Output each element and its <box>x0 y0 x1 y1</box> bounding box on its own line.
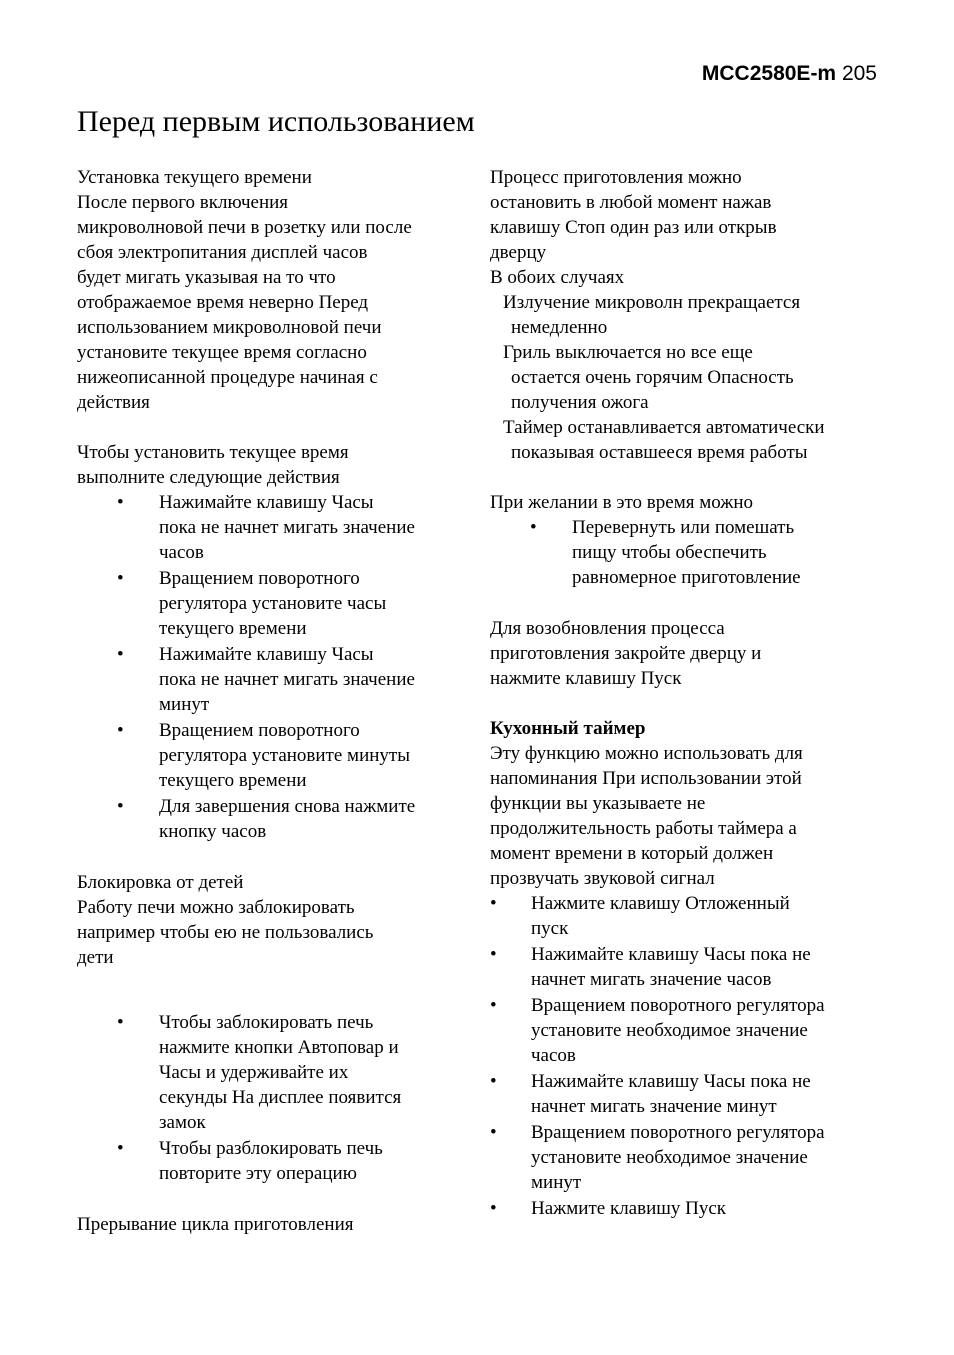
text-line: • Нажимайте клавишу Часы пока не <box>531 944 811 965</box>
text-line: функции вы указываете не <box>490 793 706 814</box>
text-line: пока не начнет мигать значение <box>159 669 415 690</box>
list-item <box>77 490 469 565</box>
text-line: Таймер останавливается автоматически <box>503 417 825 438</box>
text-line: повторите эту операцию <box>159 1163 357 1184</box>
text-line: • Вращением поворотного <box>159 568 360 589</box>
text-line: равномерное приготовление <box>572 567 801 588</box>
text-line: например чтобы ею не пользовались <box>77 922 374 943</box>
wish-list <box>490 515 882 590</box>
text-line: немедленно <box>511 317 608 338</box>
text-line: Чтобы установить текущее время <box>77 442 349 463</box>
page-header <box>702 62 877 86</box>
text-line: Работу печи можно заблокировать <box>77 897 355 918</box>
text-line: • Вращением поворотного <box>159 720 360 741</box>
text-line: получения ожога <box>511 392 649 413</box>
text-line: пуск <box>531 918 569 939</box>
text-line: микроволновой печи в розетку или после <box>77 217 412 238</box>
list-item <box>77 642 469 717</box>
text-line: секунды На дисплее появится <box>159 1087 402 1108</box>
text-line: Эту функцию можно использовать для <box>490 743 803 764</box>
text-line: начнет мигать значение часов <box>531 969 772 990</box>
text-line: текущего времени <box>159 618 307 639</box>
timer-steps-list <box>490 891 882 1221</box>
text-line: • Чтобы разблокировать печь <box>159 1138 383 1159</box>
text-line: остановить в любой момент нажав <box>490 192 772 213</box>
text-line: начнет мигать значение минут <box>531 1096 777 1117</box>
text-line: текущего времени <box>159 770 307 791</box>
text-line: установите текущее время согласно <box>77 342 367 363</box>
text-line: • Чтобы заблокировать печь <box>159 1012 374 1033</box>
time-paragraph <box>77 190 469 415</box>
text-line: • Нажимайте клавишу Часы <box>159 644 374 665</box>
text-line: приготовления закройте дверцу и <box>490 643 762 664</box>
stop-effects-list <box>490 290 882 465</box>
text-line: момент времени в который должен <box>490 843 774 864</box>
text-line: • Нажмите клавишу Отложенный <box>531 893 790 914</box>
list-item <box>490 993 882 1068</box>
text-line: остается очень горячим Опасность <box>511 367 794 388</box>
list-item <box>490 1196 882 1221</box>
spacer <box>490 591 882 616</box>
spacer <box>490 691 882 716</box>
text-line: Гриль выключается но все еще <box>503 342 753 363</box>
section-heading-time: Установка текущего времени <box>77 167 312 188</box>
text-line: часов <box>159 542 204 563</box>
section-heading-interrupt: Прерывание цикла приготовления <box>77 1214 354 1235</box>
list-item <box>490 1069 882 1119</box>
text-line: часов <box>531 1045 576 1066</box>
text-line: минут <box>159 694 210 715</box>
text-line: нажмите кнопки Автоповар и <box>159 1037 399 1058</box>
text-line: выполните следующие действия <box>77 467 340 488</box>
text-line: дверцу <box>490 242 547 263</box>
list-item <box>490 415 882 465</box>
text-line: замок <box>159 1112 206 1133</box>
page-title: Перед первым использованием <box>77 105 475 138</box>
spacer <box>77 970 469 995</box>
text-line: продолжительность работы таймера а <box>490 818 797 839</box>
text-line: Часы и удерживайте их <box>159 1062 349 1083</box>
text-line: дети <box>77 947 114 968</box>
text-line: • Нажимайте клавишу Часы пока не <box>531 1071 811 1092</box>
list-item <box>490 515 882 590</box>
right-column <box>490 165 882 1222</box>
text-line: пищу чтобы обеспечить <box>572 542 767 563</box>
list-item <box>77 1136 469 1186</box>
text-line: напоминания При использовании этой <box>490 768 802 789</box>
text-line: • Нажмите клавишу Пуск <box>531 1198 727 1219</box>
text-line: действия <box>77 392 150 413</box>
text-line: • Вращением поворотного регулятора <box>531 995 825 1016</box>
spacer <box>77 995 469 1010</box>
text-line: • Нажимайте клавишу Часы <box>159 492 374 513</box>
text-line: Для возобновления процесса <box>490 618 725 639</box>
list-item <box>490 290 882 340</box>
text-line: будет мигать указывая на то что <box>77 267 336 288</box>
text-line: установите необходимое значение <box>531 1147 808 1168</box>
spacer <box>77 415 469 440</box>
text-line: сбоя электропитания дисплей часов <box>77 242 368 263</box>
child-lock-list <box>77 1010 469 1186</box>
list-item <box>77 794 469 844</box>
list-item <box>77 566 469 641</box>
model-number: MCC2580E-m <box>701 62 837 85</box>
page-number: 205 <box>841 62 877 85</box>
section-heading-child-lock: Блокировка от детей <box>77 872 244 893</box>
text-line: • Вращением поворотного регулятора <box>531 1122 825 1143</box>
text-line: кнопку часов <box>159 821 267 842</box>
text-line: Процесс приготовления можно <box>490 167 742 188</box>
text-line: После первого включения <box>77 192 289 213</box>
text-line: показывая оставшееся время работы <box>511 442 808 463</box>
spacer <box>77 1187 469 1212</box>
list-item <box>490 340 882 415</box>
spacer <box>490 465 882 490</box>
section-heading-kitchen-timer: Кухонный таймер <box>490 718 646 739</box>
text-line: • Перевернуть или помешать <box>572 517 795 538</box>
text-line: • Для завершения снова нажмите <box>159 796 416 817</box>
list-item <box>77 718 469 793</box>
text-line: пока не начнет мигать значение <box>159 517 415 538</box>
text-line: прозвучать звуковой сигнал <box>490 868 715 889</box>
text-line: клавишу Стоп один раз или открыв <box>490 217 777 238</box>
list-item <box>490 1120 882 1195</box>
text-line: нижеописанной процедуре начиная с <box>77 367 378 388</box>
text-line: В обоих случаях <box>490 267 625 288</box>
text-line: При желании в это время можно <box>490 492 754 513</box>
left-column <box>77 165 469 1237</box>
text-line: нажмите клавишу Пуск <box>490 668 682 689</box>
text-line: регулятора установите часы <box>159 593 387 614</box>
text-line: Излучение микроволн прекращается <box>503 292 801 313</box>
spacer <box>77 845 469 870</box>
text-line: минут <box>531 1172 582 1193</box>
text-line: использованием микроволновой печи <box>77 317 382 338</box>
text-line: отображаемое время неверно Перед <box>77 292 369 313</box>
list-item <box>77 1010 469 1135</box>
list-item <box>490 942 882 992</box>
list-item <box>490 891 882 941</box>
text-line: установите необходимое значение <box>531 1020 808 1041</box>
text-line: регулятора установите минуты <box>159 745 410 766</box>
time-steps-list <box>77 490 469 844</box>
